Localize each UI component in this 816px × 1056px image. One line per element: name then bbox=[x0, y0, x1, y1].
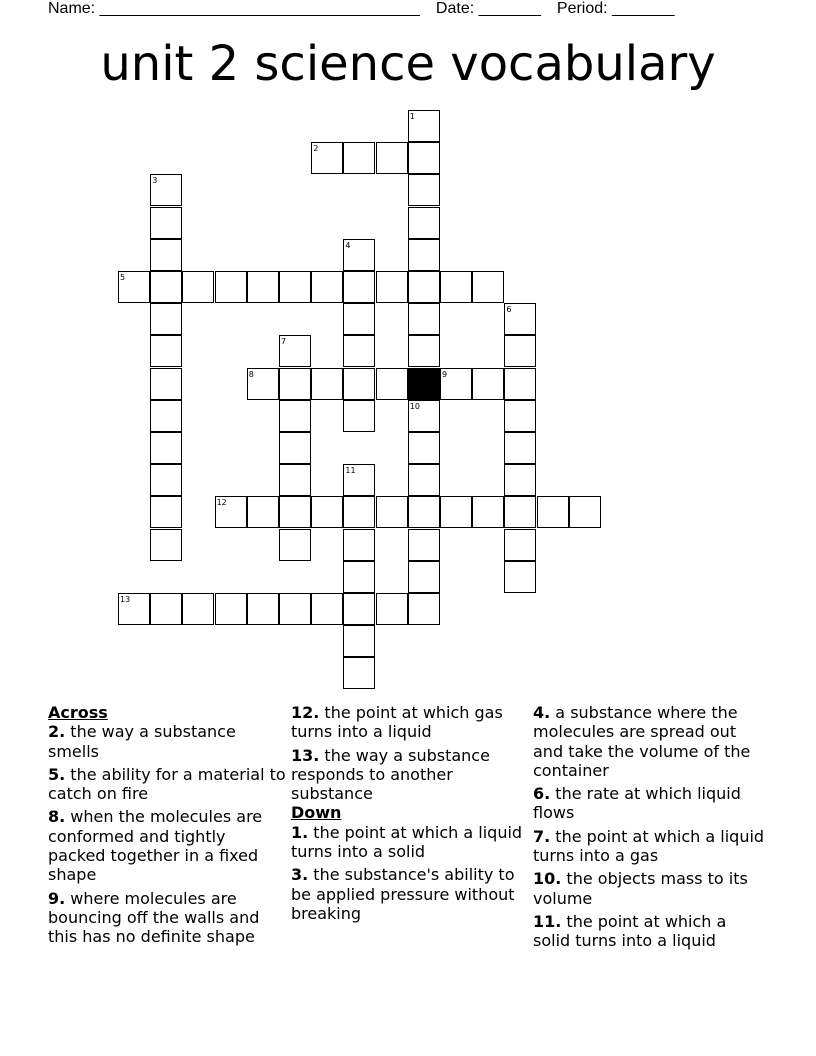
date-field-label[interactable]: Date: _______ bbox=[435, 0, 541, 17]
grid-cell[interactable] bbox=[343, 529, 375, 561]
grid-cell[interactable] bbox=[311, 271, 343, 303]
grid-cell[interactable] bbox=[279, 464, 311, 496]
clue-number-label: 1 bbox=[409, 112, 415, 121]
clue-number-label: 11 bbox=[345, 466, 356, 476]
grid-cell[interactable] bbox=[279, 368, 311, 400]
grid-cell[interactable] bbox=[343, 657, 375, 689]
grid-cell[interactable] bbox=[472, 271, 504, 303]
grid-cell[interactable] bbox=[408, 464, 440, 496]
clue-across-12: 12. the point at which gas turns into a liquid bbox=[291, 703, 503, 742]
grid-cell[interactable] bbox=[279, 400, 311, 432]
grid-cell[interactable] bbox=[408, 335, 440, 367]
grid-cell[interactable] bbox=[504, 432, 536, 464]
period-field-label[interactable]: Period: _______ bbox=[556, 0, 675, 17]
grid-cell[interactable] bbox=[408, 174, 440, 206]
grid-cell[interactable] bbox=[182, 271, 214, 303]
clue-number-label: 9 bbox=[442, 369, 448, 379]
grid-cell[interactable] bbox=[247, 496, 279, 528]
clue-down-6: 6. the rate at which liquid flows bbox=[533, 784, 741, 823]
grid-cell[interactable] bbox=[343, 142, 375, 174]
grid-cell[interactable] bbox=[150, 432, 182, 464]
grid-cell[interactable] bbox=[408, 432, 440, 464]
clue-across-13: 13. the way a substance responds to another substance bbox=[291, 745, 490, 804]
grid-cell[interactable] bbox=[343, 271, 375, 303]
grid-cell[interactable] bbox=[408, 207, 440, 239]
clue-number-label: 8 bbox=[248, 369, 254, 379]
grid-cell[interactable] bbox=[408, 142, 440, 174]
clue-number-label: 10 bbox=[409, 401, 420, 411]
grid-cell[interactable] bbox=[150, 400, 182, 432]
grid-cell[interactable] bbox=[408, 561, 440, 593]
grid-cell[interactable] bbox=[376, 368, 408, 400]
clue-down-3: 3. the substance's ability to be applied pressure without breaking bbox=[291, 865, 515, 923]
grid-cell[interactable] bbox=[472, 368, 504, 400]
clue-number-label: 13 bbox=[120, 595, 131, 604]
clue-number-label: 6 bbox=[506, 305, 512, 315]
grid-cell[interactable] bbox=[569, 496, 601, 528]
grid-cell[interactable] bbox=[150, 529, 182, 561]
grid-cell[interactable] bbox=[408, 239, 440, 271]
grid-cell[interactable] bbox=[279, 529, 311, 561]
grid-cell[interactable] bbox=[343, 625, 375, 657]
page-title: unit 2 science vocabulary bbox=[100, 36, 716, 92]
grid-cell[interactable] bbox=[215, 593, 247, 625]
grid-cell[interactable] bbox=[150, 593, 182, 625]
grid-cell[interactable] bbox=[150, 496, 182, 528]
grid-cell[interactable] bbox=[440, 271, 472, 303]
clues-column-1 bbox=[48, 703, 286, 951]
clue-down-4: 4. a substance where the molecules are spread out and take the volume of the container bbox=[533, 703, 751, 780]
grid-cell[interactable] bbox=[376, 593, 408, 625]
grid-cell[interactable] bbox=[215, 271, 247, 303]
grid-cell[interactable] bbox=[376, 271, 408, 303]
student-info-header bbox=[48, 0, 674, 18]
clue-across-5: 5. the ability for a material to catch on fire bbox=[48, 764, 286, 804]
grid-cell[interactable] bbox=[247, 593, 279, 625]
clue-down-7: 7. the point at which a liquid turns into a gas bbox=[533, 826, 765, 866]
clues-column-2 bbox=[291, 703, 527, 927]
grid-cell[interactable] bbox=[504, 335, 536, 367]
grid-cell[interactable] bbox=[504, 400, 536, 432]
down-heading: Down bbox=[291, 803, 342, 823]
grid-cell[interactable] bbox=[150, 368, 182, 400]
grid-cell[interactable] bbox=[311, 593, 343, 625]
grid-cell[interactable] bbox=[504, 368, 536, 400]
grid-cell[interactable] bbox=[408, 303, 440, 335]
grid-cell[interactable] bbox=[343, 561, 375, 593]
grid-cell[interactable] bbox=[343, 496, 375, 528]
grid-cell[interactable] bbox=[376, 142, 408, 174]
grid-cell[interactable] bbox=[279, 432, 311, 464]
grid-cell[interactable] bbox=[343, 303, 375, 335]
grid-cell[interactable] bbox=[150, 464, 182, 496]
grid-cell[interactable] bbox=[504, 464, 536, 496]
name-field-label[interactable]: Name: ____________________________________ bbox=[48, 0, 420, 17]
grid-cell[interactable] bbox=[504, 529, 536, 561]
grid-cell[interactable] bbox=[408, 496, 440, 528]
grid-cell[interactable] bbox=[279, 271, 311, 303]
clue-number-label: 4 bbox=[345, 240, 351, 250]
grid-cell[interactable] bbox=[343, 335, 375, 367]
clue-number-label: 12 bbox=[216, 498, 227, 508]
across-clue-list bbox=[48, 722, 286, 946]
grid-cell[interactable] bbox=[343, 368, 375, 400]
clue-across-8: 8. when the molecules are conformed and tightly packed together in a fixed shape bbox=[48, 807, 263, 885]
grid-cell[interactable] bbox=[150, 303, 182, 335]
grid-cell[interactable] bbox=[376, 496, 408, 528]
clue-down-11: 11. the point at which a solid turns into a liquid bbox=[533, 911, 727, 951]
grid-cell[interactable] bbox=[408, 593, 440, 625]
grid-cell[interactable] bbox=[408, 271, 440, 303]
clue-across-2: 2. the way a substance smells bbox=[48, 722, 236, 761]
clue-down-1: 1. the point at which a liquid turns into a solid bbox=[291, 822, 523, 862]
grid-cell[interactable] bbox=[440, 496, 472, 528]
grid-cell[interactable] bbox=[279, 496, 311, 528]
grid-cell[interactable] bbox=[150, 335, 182, 367]
grid-cell[interactable] bbox=[311, 496, 343, 528]
clue-number-label: 2 bbox=[313, 144, 319, 154]
grid-cell[interactable] bbox=[504, 496, 536, 528]
clue-across-9: 9. where molecules are bouncing off the walls and this has no definite shape bbox=[48, 888, 260, 947]
grid-cell[interactable] bbox=[343, 400, 375, 432]
grid-cell[interactable] bbox=[343, 593, 375, 625]
grid-cell[interactable] bbox=[247, 271, 279, 303]
grid-cell[interactable] bbox=[150, 239, 182, 271]
grid-cell[interactable] bbox=[537, 496, 569, 528]
grid-cell[interactable] bbox=[279, 593, 311, 625]
clue-number-label: 7 bbox=[281, 337, 287, 347]
clue-number-label: 5 bbox=[120, 273, 126, 282]
grid-cell[interactable] bbox=[150, 207, 182, 239]
grid-cell[interactable] bbox=[408, 529, 440, 561]
grid-cell[interactable] bbox=[311, 368, 343, 400]
clues-column-3 bbox=[533, 703, 765, 955]
grid-cell[interactable] bbox=[150, 271, 182, 303]
grid-cell-blocked bbox=[408, 368, 440, 400]
clue-number-label: 3 bbox=[152, 176, 158, 186]
clue-down-10: 10. the objects mass to its volume bbox=[533, 869, 748, 908]
grid-cell[interactable] bbox=[504, 561, 536, 593]
grid-cell[interactable] bbox=[472, 496, 504, 528]
across-heading: Across bbox=[48, 703, 108, 722]
grid-cell[interactable] bbox=[182, 593, 214, 625]
